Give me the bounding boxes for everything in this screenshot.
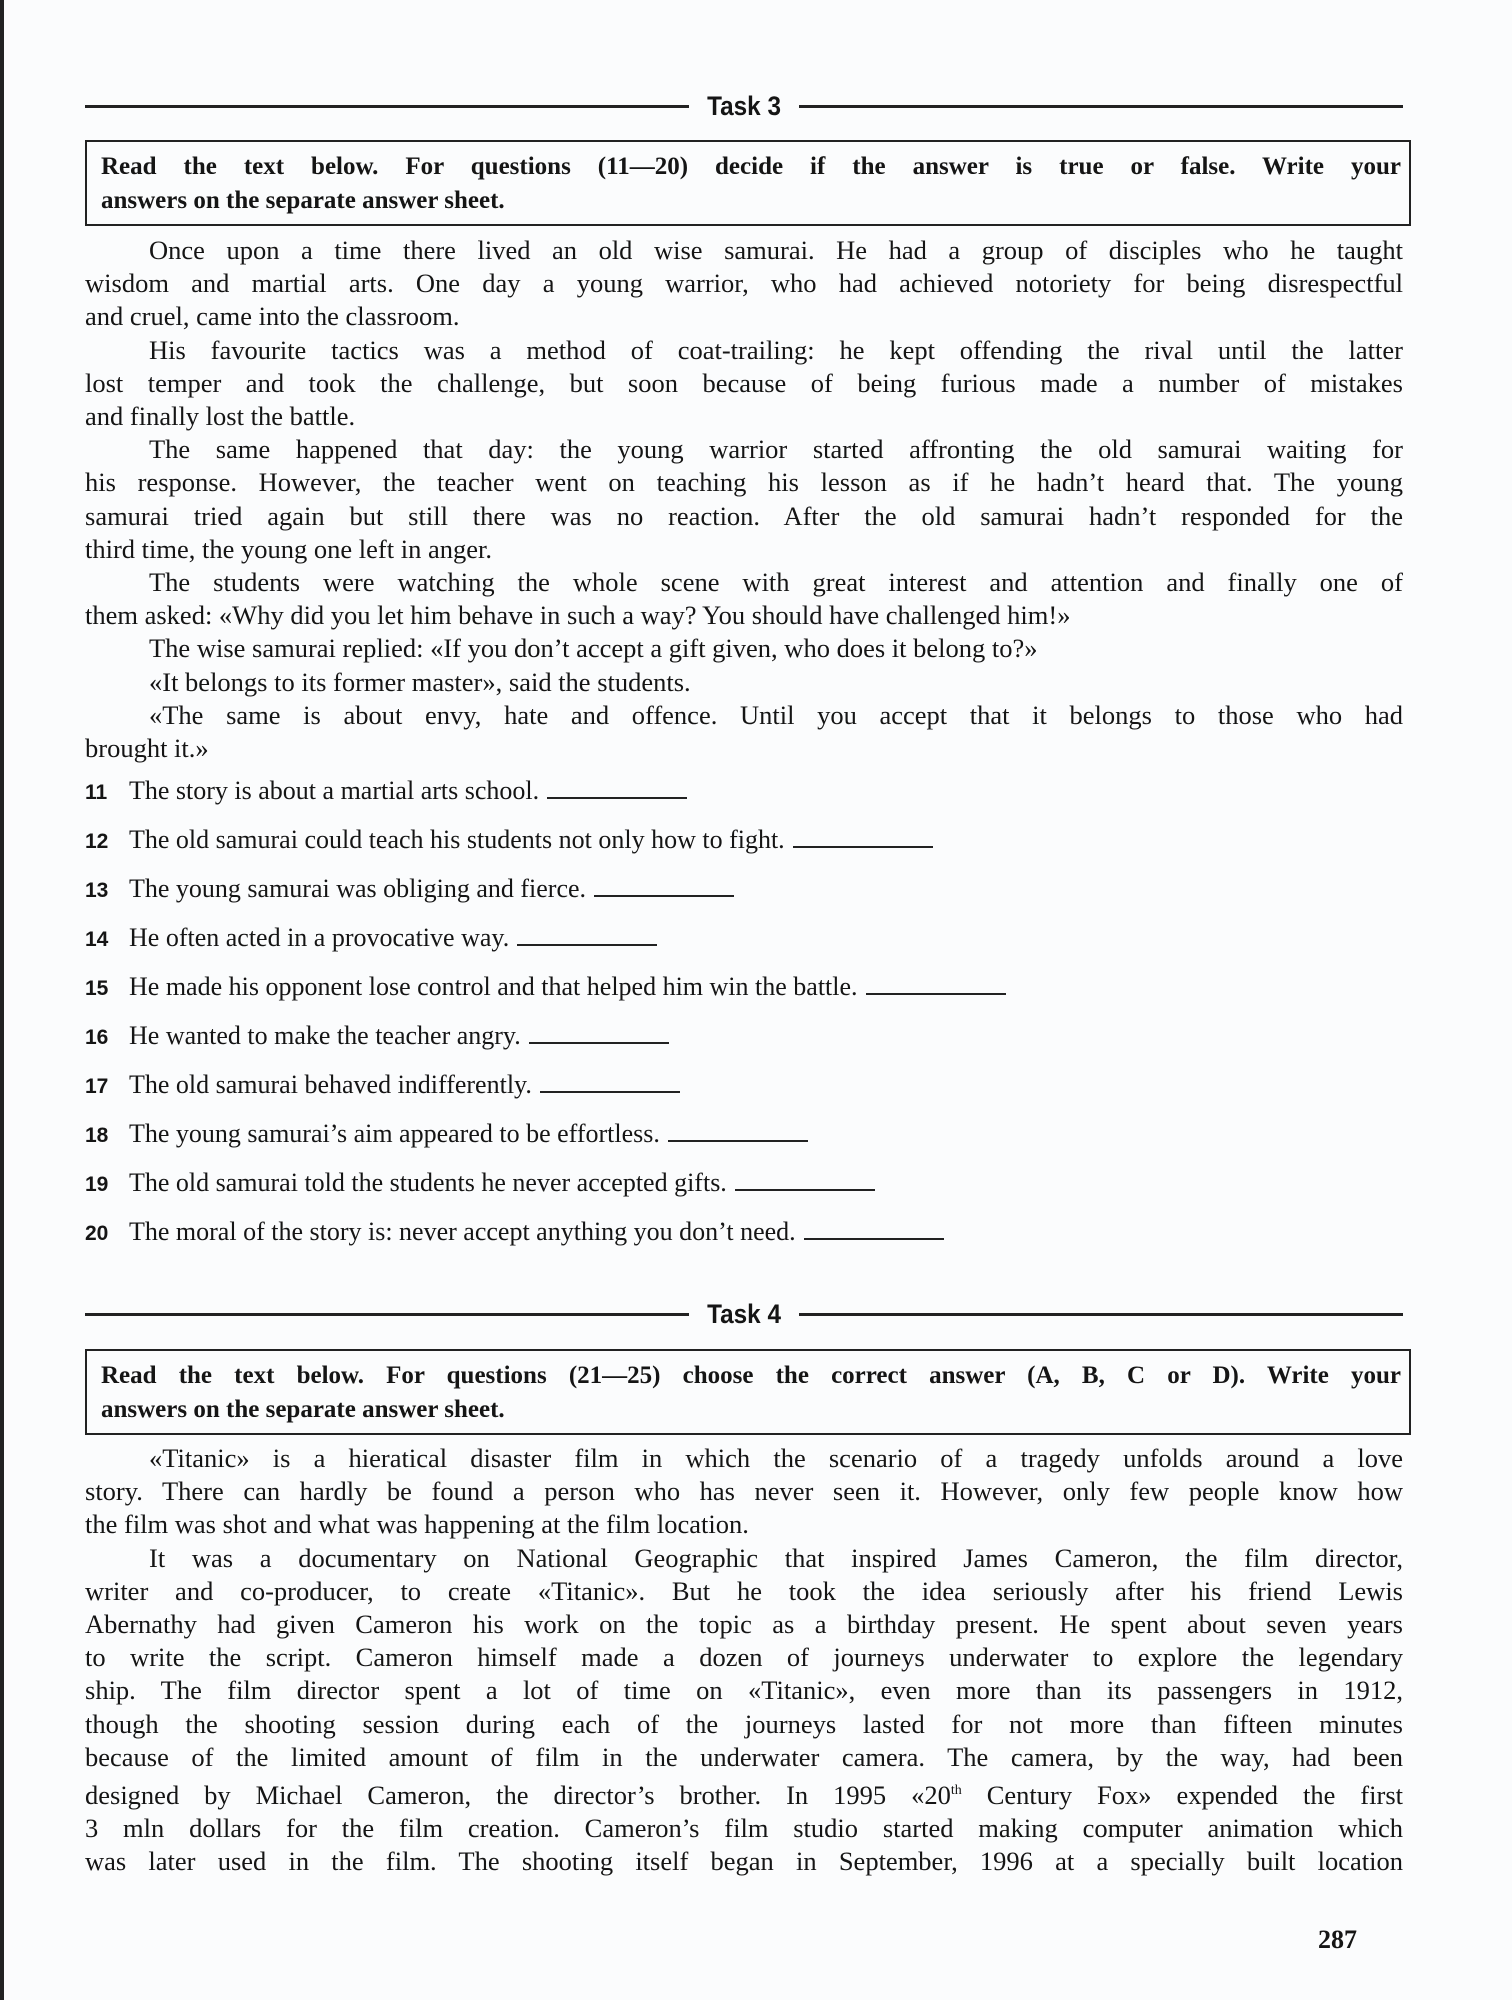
answer-blank[interactable] bbox=[594, 871, 734, 897]
text-line: to write the script. Cameron himself made a dozen of journeys underwater to explore the legendary bbox=[85, 1642, 1403, 1673]
answer-blank[interactable] bbox=[866, 969, 1006, 995]
question-item bbox=[85, 1165, 1403, 1214]
question-item bbox=[85, 1214, 1403, 1263]
task3-questions bbox=[85, 773, 1403, 1263]
text-line: «Titanic» is a hieratical disaster film in which the scenario of a tragedy unfolds around a love bbox=[149, 1443, 1403, 1473]
question-text: He made his opponent lose control and that helped him win the battle. bbox=[129, 972, 858, 1001]
question-number: 11 bbox=[85, 781, 108, 804]
task4-title: Task 4 bbox=[707, 1298, 781, 1329]
question-number: 12 bbox=[85, 830, 109, 853]
instruction-line: answers on the separate answer sheet. bbox=[101, 187, 505, 214]
answer-blank[interactable] bbox=[517, 920, 657, 946]
question-text: The old samurai could teach his students not only how to fight. bbox=[129, 825, 785, 854]
question-text: The old samurai told the students he never accepted gifts. bbox=[129, 1168, 727, 1197]
question-item bbox=[85, 871, 1403, 920]
text-line: Once upon a time there lived an old wise samurai. He had a group of disciples who he taught bbox=[149, 235, 1403, 265]
text-line: Abernathy had given Cameron his work on the topic as a birthday present. He spent about seven years bbox=[85, 1609, 1403, 1640]
task4-titanic-text bbox=[85, 1442, 1403, 1878]
text-line: 3 mln dollars for the film creation. Cameron’s film studio started making computer animation which bbox=[85, 1813, 1403, 1844]
scan-edge bbox=[0, 0, 4, 2000]
text-part: designed by Michael Cameron, the director’s brother. In 1995 «20 bbox=[85, 1779, 951, 1810]
text-line: His favourite tactics was a method of coat-trailing: he kept offending the rival until the latter bbox=[149, 334, 1403, 365]
text-line: ship. The film director spent a lot of time on «Titanic», even more than its passengers in 1912, bbox=[85, 1675, 1403, 1706]
question-item bbox=[85, 1116, 1403, 1165]
question-text: The young samurai’s aim appeared to be effortless. bbox=[129, 1119, 660, 1148]
text-line: story. There can hardly be found a person who has never seen it. However, only few people know how bbox=[85, 1476, 1403, 1507]
question-number: 18 bbox=[85, 1124, 109, 1147]
question-number: 16 bbox=[85, 1026, 109, 1049]
text-line: though the shooting session during each of the journeys lasted for not more than fifteen minutes bbox=[85, 1708, 1403, 1739]
page-number: 287 bbox=[1318, 1925, 1357, 1954]
divider bbox=[85, 105, 689, 108]
text-line: and finally lost the battle. bbox=[85, 401, 356, 432]
answer-blank[interactable] bbox=[804, 1214, 944, 1240]
question-item bbox=[85, 920, 1403, 969]
text-line: third time, the young one left in anger. bbox=[85, 533, 492, 564]
divider bbox=[799, 105, 1403, 108]
instruction-line: Read the text below. For questions (21—25) choose the correct answer (A, B, C or D). Write your bbox=[101, 1362, 1401, 1389]
question-text: The young samurai was obliging and fierce. bbox=[129, 874, 587, 903]
text-line: samurai tried again but still there was no reaction. After the old samurai hadn’t responded for the bbox=[85, 500, 1403, 531]
question-text: The old samurai behaved indifferently. bbox=[129, 1070, 532, 1099]
text-line: them asked: «Why did you let him behave in such a way? You should have challenged him!» bbox=[85, 600, 1071, 631]
question-number: 15 bbox=[85, 977, 109, 1000]
answer-blank[interactable] bbox=[547, 773, 687, 799]
instruction-line: answers on the separate answer sheet. bbox=[101, 1396, 505, 1423]
question-item bbox=[85, 969, 1403, 1018]
task3-header bbox=[85, 91, 1403, 121]
text-line: wisdom and martial arts. One day a young warrior, who had achieved notoriety for being disrespectful bbox=[85, 268, 1403, 299]
question-item bbox=[85, 1067, 1403, 1116]
answer-blank[interactable] bbox=[668, 1116, 808, 1142]
text-line bbox=[85, 1774, 1403, 1812]
task3-title: Task 3 bbox=[707, 90, 781, 121]
task4-instruction-box bbox=[85, 1349, 1411, 1435]
text-line: his response. However, the teacher went on teaching his lesson as if he hadn’t heard that. The young bbox=[85, 467, 1403, 498]
question-text: He wanted to make the teacher angry. bbox=[129, 1021, 521, 1050]
answer-blank[interactable] bbox=[529, 1018, 669, 1044]
question-number: 20 bbox=[85, 1222, 109, 1245]
question-number: 19 bbox=[85, 1173, 109, 1196]
divider bbox=[799, 1313, 1403, 1316]
question-text: He often acted in a provocative way. bbox=[129, 923, 510, 952]
divider bbox=[85, 1313, 689, 1316]
text-line: because of the limited amount of film in the underwater camera. The camera, by the way, had been bbox=[85, 1741, 1403, 1772]
instruction-line: Read the text below. For questions (11—20) decide if the answer is true or false. Write your bbox=[101, 153, 1401, 180]
superscript: th bbox=[950, 1783, 962, 1799]
answer-blank[interactable] bbox=[540, 1067, 680, 1093]
text-line: The wise samurai replied: «If you don’t accept a gift given, who does it belong to?» bbox=[149, 633, 1038, 664]
task3-story-text bbox=[85, 234, 1403, 765]
question-item bbox=[85, 1018, 1403, 1067]
text-line: The students were watching the whole scene with great interest and attention and finally one of bbox=[149, 567, 1403, 598]
answer-blank[interactable] bbox=[793, 822, 933, 848]
text-line: brought it.» bbox=[85, 733, 209, 764]
text-line: was later used in the film. The shooting itself began in September, 1996 at a specially built location bbox=[85, 1846, 1403, 1877]
text-line: writer and co-producer, to create «Titanic». But he took the idea seriously after his friend Lewis bbox=[85, 1575, 1403, 1606]
question-number: 17 bbox=[85, 1075, 109, 1098]
text-line: and cruel, came into the classroom. bbox=[85, 301, 460, 332]
task4-header bbox=[85, 1299, 1403, 1329]
answer-blank[interactable] bbox=[735, 1165, 875, 1191]
question-number: 14 bbox=[85, 928, 109, 951]
text-line: «The same is about envy, hate and offence. Until you accept that it belongs to those who had bbox=[149, 699, 1403, 730]
text-line: lost temper and took the challenge, but soon because of being furious made a number of mistakes bbox=[85, 367, 1403, 398]
text-line: the film was shot and what was happening at the film location. bbox=[85, 1509, 749, 1540]
text-line: The same happened that day: the young warrior started affronting the old samurai waiting for bbox=[149, 434, 1403, 465]
task3-instruction-box bbox=[85, 140, 1411, 226]
question-item bbox=[85, 822, 1403, 871]
question-text: The moral of the story is: never accept anything you don’t need. bbox=[129, 1217, 796, 1246]
question-text: The story is about a martial arts school. bbox=[129, 776, 540, 805]
text-line: «It belongs to its former master», said the students. bbox=[149, 666, 691, 697]
text-line: It was a documentary on National Geographic that inspired James Cameron, the film director, bbox=[149, 1542, 1403, 1573]
text-part: Century Fox» expended the first bbox=[961, 1779, 1403, 1810]
question-item bbox=[85, 773, 1403, 822]
question-number: 13 bbox=[85, 879, 109, 902]
